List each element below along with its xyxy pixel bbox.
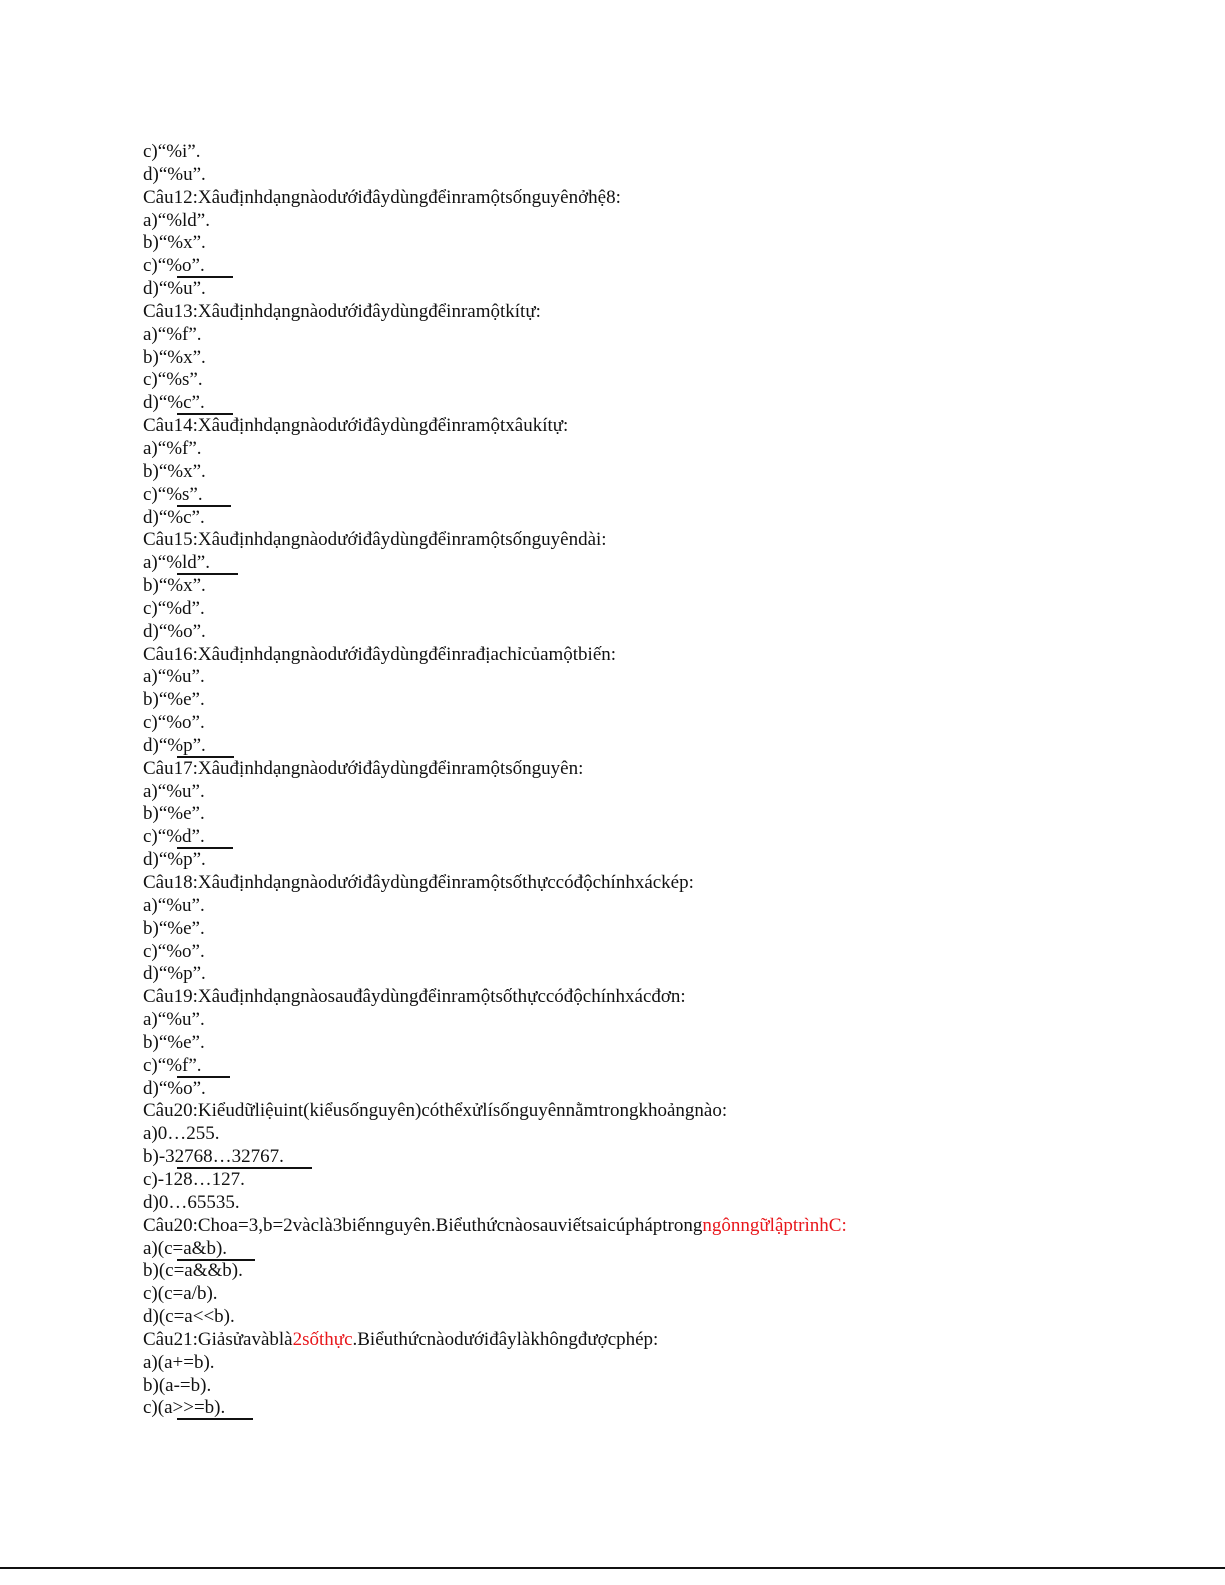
option-line	[143, 392, 1143, 415]
option-text: b)(c=a&&b).	[143, 1260, 243, 1282]
option-text: a)“%u”.	[143, 780, 205, 802]
option-text: c)“%o”.	[143, 255, 205, 277]
option-text: d)“%u”.	[143, 163, 206, 185]
option-line	[143, 666, 1143, 689]
option-text: a)“%u”.	[143, 1009, 205, 1031]
option-text: a)(c=a&b).	[143, 1237, 228, 1259]
document-body	[143, 141, 1143, 1420]
option-line	[143, 918, 1143, 941]
option-line	[143, 781, 1143, 804]
option-text: d)“%o”.	[143, 1077, 206, 1099]
option-text: b)“%e”.	[143, 803, 205, 825]
option-line	[143, 1055, 1143, 1078]
option-line	[143, 1078, 1143, 1101]
option-line	[143, 1032, 1143, 1055]
question-text: Câu21:Giảsửavàblà	[143, 1328, 293, 1350]
option-text: c)“%i”.	[143, 141, 201, 162]
option-line	[143, 803, 1143, 826]
option-line	[143, 1192, 1143, 1215]
question-text: Câu20:Choa=3,b=2vàclà3biếnnguyên.Biểuthứcnàosauviếtsaicúpháptrong	[143, 1214, 703, 1236]
option-text: a)0…255.	[143, 1123, 220, 1145]
option-text: a)“%ld”.	[143, 552, 210, 574]
option-line	[143, 1283, 1143, 1306]
option-text: d)“%p”.	[143, 849, 206, 871]
option-line	[143, 941, 1143, 964]
option-line	[143, 598, 1143, 621]
option-text: c)“%o”.	[143, 712, 205, 734]
option-text: b)“%x”.	[143, 575, 206, 597]
option-line	[143, 461, 1143, 484]
question-text: Câu15:Xâuđịnhdạngnàodướiđâydùngđểinramộtsốnguyêndài:	[143, 529, 607, 551]
option-text: a)“%u”.	[143, 894, 205, 916]
option-text: d)“%o”.	[143, 620, 206, 642]
page-bottom-rule	[0, 1567, 1225, 1569]
option-line	[143, 164, 1143, 187]
option-text: a)“%f”.	[143, 323, 202, 345]
option-text: d)0…65535.	[143, 1191, 240, 1213]
question-text: Câu16:Xâuđịnhdạngnàodướiđâydùngđểinrađịachỉcủamộtbiến:	[143, 643, 617, 665]
option-line	[143, 826, 1143, 849]
option-text: d)“%c”.	[143, 506, 205, 528]
option-text: c)“%d”.	[143, 826, 205, 848]
option-line	[143, 963, 1143, 986]
highlighted-text: 2sốthực	[292, 1328, 353, 1350]
option-text: b)-32768…32767.	[143, 1146, 284, 1168]
question-line	[143, 644, 1143, 667]
option-line	[143, 141, 1143, 164]
option-line	[143, 1306, 1143, 1329]
option-text: a)(a+=b).	[143, 1351, 215, 1373]
question-text: Câu18:Xâuđịnhdạngnàodướiđâydùngđểinramộtsốthựccóđộchínhxáckép:	[143, 872, 694, 893]
question-line	[143, 301, 1143, 324]
option-line	[143, 1260, 1143, 1283]
option-line	[143, 484, 1143, 507]
option-text: c)“%s”.	[143, 369, 203, 391]
option-line	[143, 1375, 1143, 1398]
question-text: Câu12:Xâuđịnhdạngnàodướiđâydùngđểinramộtsốnguyênởhệ8:	[143, 186, 621, 208]
option-line	[143, 895, 1143, 918]
question-text-tail: .Biểuthứcnàodướiđâylàkhôngđượcphép:	[352, 1328, 659, 1350]
option-line	[143, 552, 1143, 575]
highlighted-text: ngônngữlậptrìnhC:	[702, 1214, 847, 1236]
option-text: b)“%e”.	[143, 1031, 205, 1053]
option-line	[143, 1123, 1143, 1146]
question-line	[143, 986, 1143, 1009]
question-text: Câu17:Xâuđịnhdạngnàodướiđâydùngđểinramộtsốnguyên:	[143, 757, 584, 779]
option-text: b)“%x”.	[143, 346, 206, 368]
option-text: c)“%s”.	[143, 483, 203, 505]
option-text: d)“%p”.	[143, 734, 206, 756]
question-line	[143, 1100, 1143, 1123]
option-line	[143, 347, 1143, 370]
option-line	[143, 1169, 1143, 1192]
option-text: c)(a>>=b).	[143, 1397, 226, 1419]
option-line	[143, 232, 1143, 255]
option-text: b)“%x”.	[143, 460, 206, 482]
option-text: a)“%u”.	[143, 666, 205, 688]
question-line	[143, 872, 1143, 895]
option-text: b)(a-=b).	[143, 1374, 212, 1396]
option-text: b)“%x”.	[143, 232, 206, 254]
question-text: Câu19:Xâuđịnhdạngnàosauđâydùngđểinramộtsốthựccóđộchínhxácđơn:	[143, 986, 686, 1008]
option-text: c)(c=a/b).	[143, 1283, 218, 1305]
question-text: Câu13:Xâuđịnhdạngnàodướiđâydùngđểinramộtkítự:	[143, 300, 541, 322]
question-text: Câu14:Xâuđịnhdạngnàodướiđâydùngđểinramộtxâukítự:	[143, 415, 569, 437]
option-text: d)“%u”.	[143, 278, 206, 300]
option-text: d)(c=a<<b).	[143, 1306, 235, 1328]
option-line	[143, 621, 1143, 644]
question-line	[143, 758, 1143, 781]
question-line	[143, 529, 1143, 552]
option-text: d)“%p”.	[143, 963, 206, 985]
question-text: Câu20:Kiểudữliệuint(kiểusốnguyên)cóthểxửlísốnguyênnằmtrongkhoảngnào:	[143, 1100, 728, 1122]
option-line	[143, 1009, 1143, 1032]
answer-underline	[177, 1418, 253, 1420]
option-line	[143, 278, 1143, 301]
option-line	[143, 507, 1143, 530]
option-line	[143, 575, 1143, 598]
question-line	[143, 415, 1143, 438]
option-text: d)“%c”.	[143, 392, 205, 414]
option-line	[143, 712, 1143, 735]
option-line	[143, 324, 1143, 347]
option-text: b)“%e”.	[143, 917, 205, 939]
question-line	[143, 1215, 1143, 1238]
option-text: c)“%f”.	[143, 1054, 202, 1076]
option-text: a)“%f”.	[143, 437, 202, 459]
question-line	[143, 1329, 1143, 1352]
option-line	[143, 369, 1143, 392]
option-line	[143, 1238, 1143, 1261]
option-line	[143, 689, 1143, 712]
option-text: c)-128…127.	[143, 1168, 245, 1190]
option-text: c)“%o”.	[143, 940, 205, 962]
option-line	[143, 438, 1143, 461]
option-line	[143, 210, 1143, 233]
option-line	[143, 1352, 1143, 1375]
option-line	[143, 1146, 1143, 1169]
option-line	[143, 1397, 1143, 1420]
option-line	[143, 849, 1143, 872]
option-line	[143, 255, 1143, 278]
question-line	[143, 187, 1143, 210]
option-line	[143, 735, 1143, 758]
option-text: c)“%d”.	[143, 597, 205, 619]
option-text: a)“%ld”.	[143, 209, 210, 231]
option-text: b)“%e”.	[143, 689, 205, 711]
